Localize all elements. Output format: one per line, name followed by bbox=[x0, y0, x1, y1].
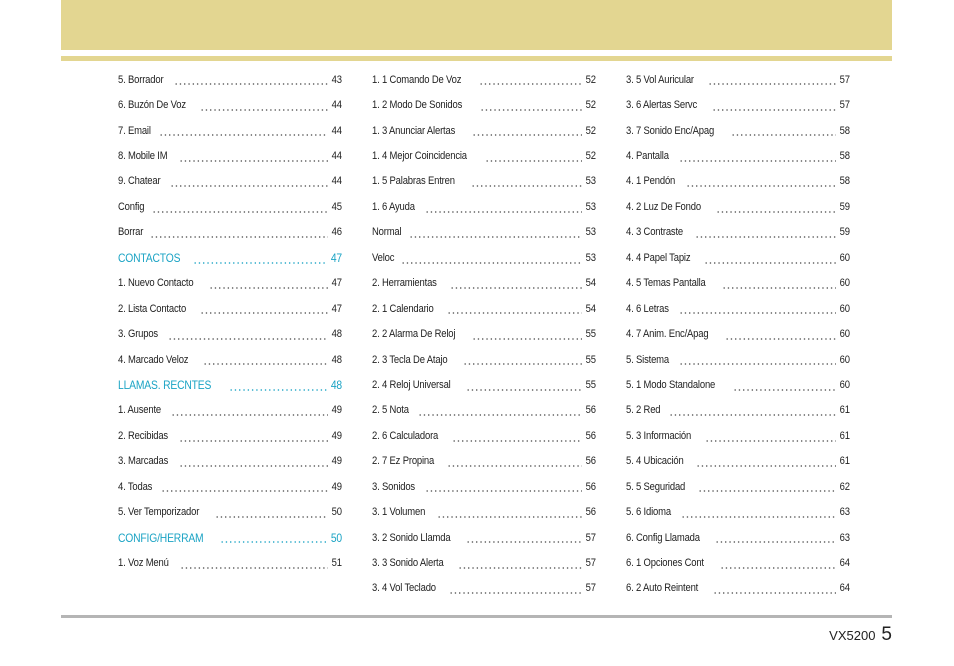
toc-entry-page: 49 bbox=[331, 455, 342, 468]
toc-entry-label: 2. 4 Reloj Universal bbox=[372, 378, 451, 391]
toc-entry-page: 55 bbox=[585, 328, 596, 341]
toc-entry bbox=[118, 271, 342, 296]
toc-entry bbox=[626, 92, 850, 117]
toc-entry bbox=[118, 347, 342, 372]
toc-entry-label: 9. Chatear bbox=[118, 175, 161, 188]
dot-leader bbox=[425, 482, 582, 493]
dot-leader bbox=[705, 432, 836, 443]
toc-entry-page: 54 bbox=[585, 302, 596, 315]
toc-entry bbox=[626, 220, 850, 245]
toc-entry bbox=[372, 296, 596, 321]
toc-entry-label: 2. Herramientas bbox=[372, 277, 437, 290]
toc-entry-page: 52 bbox=[585, 73, 596, 86]
dot-leader bbox=[669, 406, 836, 417]
dot-leader bbox=[150, 228, 328, 239]
toc-entry bbox=[118, 321, 342, 346]
toc-entry-label: 5. 2 Red bbox=[626, 404, 661, 417]
toc-entry-page: 57 bbox=[839, 99, 850, 112]
toc-entry bbox=[118, 169, 342, 194]
toc-entry-page: 46 bbox=[331, 226, 342, 239]
toc-entry bbox=[118, 92, 342, 117]
toc-entry bbox=[118, 449, 342, 474]
toc-entry-label: 2. 5 Nota bbox=[372, 404, 409, 417]
dot-leader bbox=[437, 508, 582, 519]
toc-entry-page: 44 bbox=[331, 150, 342, 163]
toc-entry bbox=[372, 118, 596, 143]
toc-entry-label: CONTACTOS bbox=[118, 250, 181, 265]
toc-entry-page: 48 bbox=[331, 353, 342, 366]
toc-entry bbox=[626, 143, 850, 168]
toc-entry-page: 51 bbox=[331, 557, 342, 570]
dot-leader bbox=[681, 508, 836, 519]
dot-leader bbox=[215, 508, 328, 519]
dot-leader bbox=[449, 584, 582, 595]
toc-entry bbox=[372, 398, 596, 423]
toc-entry-page: 53 bbox=[585, 251, 596, 264]
toc-entry bbox=[118, 67, 342, 92]
toc-entry-page: 54 bbox=[585, 277, 596, 290]
toc-entry bbox=[372, 271, 596, 296]
dot-leader bbox=[713, 584, 836, 595]
toc-entry bbox=[626, 321, 850, 346]
toc-entry bbox=[626, 474, 850, 499]
toc-entry-page: 59 bbox=[839, 226, 850, 239]
toc-entry-label: 1. Voz Menú bbox=[118, 557, 169, 570]
toc-entry-page: 52 bbox=[585, 124, 596, 137]
toc-entry-label: 2. 1 Calendario bbox=[372, 302, 434, 315]
toc-entry-page: 58 bbox=[839, 150, 850, 163]
toc-entry bbox=[626, 423, 850, 448]
toc-entry-page: 49 bbox=[331, 480, 342, 493]
toc-entry-page: 61 bbox=[839, 429, 850, 442]
toc-entry-label: Config bbox=[118, 200, 145, 213]
dot-leader bbox=[679, 152, 836, 163]
toc-entry bbox=[626, 449, 850, 474]
dot-leader bbox=[720, 559, 837, 570]
dot-leader bbox=[466, 381, 582, 392]
toc-entry bbox=[118, 423, 342, 448]
dot-leader bbox=[168, 330, 329, 341]
toc-entry bbox=[626, 194, 850, 219]
page-footer bbox=[829, 624, 892, 646]
dot-leader bbox=[704, 254, 836, 265]
toc-entry-label: 3. Marcadas bbox=[118, 455, 169, 468]
toc-entry bbox=[372, 576, 596, 601]
toc-entry bbox=[626, 347, 850, 372]
toc-entry-page: 56 bbox=[585, 455, 596, 468]
toc-entry bbox=[118, 296, 342, 321]
dot-leader bbox=[715, 533, 836, 544]
dot-leader bbox=[731, 126, 836, 137]
toc-entry-label: 5. Sistema bbox=[626, 353, 669, 366]
toc-entry-label: 3. 1 Volumen bbox=[372, 506, 426, 519]
toc-entry-page: 48 bbox=[330, 377, 342, 392]
dot-leader bbox=[472, 330, 582, 341]
toc-entry-label: 4. 7 Anim. Enc/Apag bbox=[626, 328, 709, 341]
dot-leader bbox=[447, 457, 582, 468]
dot-leader bbox=[171, 406, 328, 417]
toc-entry bbox=[118, 550, 342, 575]
toc-entry bbox=[118, 194, 342, 219]
dot-leader bbox=[480, 101, 582, 112]
toc-entry-page: 56 bbox=[585, 506, 596, 519]
toc-entry-page: 50 bbox=[330, 530, 342, 545]
toc-entry-label: 5. Ver Temporizador bbox=[118, 506, 200, 519]
dot-leader bbox=[170, 177, 328, 188]
dot-leader bbox=[485, 152, 582, 163]
dot-leader bbox=[401, 254, 582, 265]
toc-entry bbox=[372, 423, 596, 448]
toc-entry-page: 49 bbox=[331, 429, 342, 442]
toc-entry-page: 53 bbox=[585, 200, 596, 213]
toc-entry bbox=[626, 372, 850, 397]
toc-entry-label: 2. 3 Tecla De Atajo bbox=[372, 353, 448, 366]
toc-entry-page: 55 bbox=[585, 353, 596, 366]
toc-entry-label: LLAMAS. RECNTES bbox=[118, 377, 212, 392]
toc-entry-label: 1. Nuevo Contacto bbox=[118, 277, 194, 290]
toc-entry-label: 7. Email bbox=[118, 124, 151, 137]
toc-entry-label: 4. Marcado Veloz bbox=[118, 353, 189, 366]
dot-leader bbox=[472, 126, 582, 137]
dot-leader bbox=[209, 279, 328, 290]
dot-leader bbox=[695, 228, 836, 239]
dot-leader bbox=[179, 457, 328, 468]
toc-entry-page: 50 bbox=[331, 506, 342, 519]
toc-entry-page: 52 bbox=[585, 99, 596, 112]
toc-entry-label: 4. 4 Papel Tapiz bbox=[626, 251, 691, 264]
toc-entry-page: 60 bbox=[839, 378, 850, 391]
toc-entry-page: 61 bbox=[839, 455, 850, 468]
toc-entry-page: 53 bbox=[585, 175, 596, 188]
dot-leader bbox=[425, 203, 582, 214]
toc-entry-page: 57 bbox=[585, 582, 596, 595]
dot-leader bbox=[696, 457, 836, 468]
toc-entry-label: 2. Lista Contacto bbox=[118, 302, 187, 315]
dot-leader bbox=[679, 355, 836, 366]
toc-section-heading bbox=[118, 245, 342, 270]
toc-entry-page: 45 bbox=[331, 200, 342, 213]
toc-entry-page: 53 bbox=[585, 226, 596, 239]
toc-entry-page: 56 bbox=[585, 480, 596, 493]
dot-leader bbox=[200, 304, 328, 315]
toc-entry bbox=[372, 372, 596, 397]
toc-entry bbox=[372, 449, 596, 474]
toc-entry-label: 3. Sonidos bbox=[372, 480, 415, 493]
toc-entry-label: 6. Buzón De Voz bbox=[118, 99, 186, 112]
toc-entry bbox=[626, 271, 850, 296]
toc-entry bbox=[626, 67, 850, 92]
toc-entry-label: 2. Recibidas bbox=[118, 429, 169, 442]
toc-entry-label: Borrar bbox=[118, 226, 144, 239]
toc-entry-label: 1. 6 Ayuda bbox=[372, 200, 415, 213]
toc-entry bbox=[626, 525, 850, 550]
toc-entry-page: 43 bbox=[331, 73, 342, 86]
toc-entry bbox=[372, 474, 596, 499]
toc-entry bbox=[626, 296, 850, 321]
toc-entry-label: CONFIG/HERRAM bbox=[118, 530, 204, 545]
toc-entry-page: 63 bbox=[839, 531, 850, 544]
toc-entry-label: 5. 3 Información bbox=[626, 429, 692, 442]
toc-entry-page: 60 bbox=[839, 277, 850, 290]
toc-entry-label: 4. 2 Luz De Fondo bbox=[626, 200, 701, 213]
toc-entry bbox=[118, 143, 342, 168]
dot-leader bbox=[174, 75, 328, 86]
toc-entry-page: 64 bbox=[839, 557, 850, 570]
toc-entry-label: 6. 1 Opciones Cont bbox=[626, 557, 704, 570]
toc-entry-page: 55 bbox=[585, 378, 596, 391]
toc-entry-label: 6. Config Llamada bbox=[626, 531, 700, 544]
toc-entry-page: 58 bbox=[839, 124, 850, 137]
toc-entry-label: 4. 3 Contraste bbox=[626, 226, 684, 239]
dot-leader bbox=[479, 75, 582, 86]
toc-entry-page: 64 bbox=[839, 582, 850, 595]
toc-entry-label: 1. 4 Mejor Coincidencia bbox=[372, 150, 467, 163]
toc-entry bbox=[372, 550, 596, 575]
footer-rule bbox=[61, 615, 892, 618]
toc-entry-label: 3. 4 Vol Teclado bbox=[372, 582, 436, 595]
dot-leader bbox=[179, 432, 328, 443]
toc-entry-page: 44 bbox=[331, 99, 342, 112]
toc-entry-page: 59 bbox=[839, 200, 850, 213]
dot-leader bbox=[447, 304, 583, 315]
toc-entry bbox=[118, 474, 342, 499]
dot-leader bbox=[152, 203, 329, 214]
toc-entry-label: 4. 5 Temas Pantalla bbox=[626, 277, 706, 290]
toc-entry bbox=[372, 499, 596, 524]
toc-entry-page: 58 bbox=[839, 175, 850, 188]
toc-section-heading bbox=[118, 525, 342, 550]
toc-entry-label: 4. Todas bbox=[118, 480, 153, 493]
toc-entry-page: 47 bbox=[330, 250, 342, 265]
toc-entry-label: 3. 5 Vol Auricular bbox=[626, 73, 694, 86]
toc-entry bbox=[372, 67, 596, 92]
toc-entry bbox=[626, 576, 850, 601]
toc-entry-label: 5. Borrador bbox=[118, 73, 164, 86]
toc-column-2 bbox=[372, 67, 596, 601]
toc-entry bbox=[372, 194, 596, 219]
dot-leader bbox=[180, 559, 328, 570]
header-rule bbox=[61, 56, 892, 61]
dot-leader bbox=[159, 126, 328, 137]
toc-entry-label: 8. Mobile IM bbox=[118, 150, 168, 163]
dot-leader bbox=[733, 381, 837, 392]
toc-column-3 bbox=[626, 67, 850, 601]
toc-entry-label: 1. 1 Comando De Voz bbox=[372, 73, 462, 86]
toc-entry bbox=[372, 169, 596, 194]
toc-entry bbox=[626, 245, 850, 270]
toc-entry bbox=[372, 245, 596, 270]
toc-entry bbox=[118, 398, 342, 423]
toc-entry-label: 1. 5 Palabras Entren bbox=[372, 175, 455, 188]
toc-entry-page: 44 bbox=[331, 124, 342, 137]
toc-entry-page: 60 bbox=[839, 251, 850, 264]
dot-leader bbox=[193, 254, 327, 265]
toc-entry-page: 56 bbox=[585, 429, 596, 442]
toc-entry-page: 60 bbox=[839, 328, 850, 341]
toc-entry-label: 2. 6 Calculadora bbox=[372, 429, 439, 442]
dot-leader bbox=[203, 355, 328, 366]
toc-entry-page: 57 bbox=[585, 557, 596, 570]
dot-leader bbox=[458, 559, 582, 570]
dot-leader bbox=[698, 482, 836, 493]
dot-leader bbox=[161, 482, 328, 493]
dot-leader bbox=[712, 101, 837, 112]
toc-entry-page: 48 bbox=[331, 328, 342, 341]
toc-entry-page: 60 bbox=[839, 353, 850, 366]
toc-entry bbox=[626, 169, 850, 194]
dot-leader bbox=[220, 533, 327, 544]
toc-entry bbox=[372, 321, 596, 346]
toc-entry-label: 5. 1 Modo Standalone bbox=[626, 378, 716, 391]
toc-entry-page: 47 bbox=[331, 277, 342, 290]
toc-entry-label: 4. Pantalla bbox=[626, 150, 669, 163]
toc-entry-page: 57 bbox=[585, 531, 596, 544]
toc-entry-page: 49 bbox=[331, 404, 342, 417]
toc-entry-label: 3. 7 Sonido Enc/Apag bbox=[626, 124, 715, 137]
toc-entry-label: 1. Ausente bbox=[118, 404, 161, 417]
toc-entry-label: 4. 6 Letras bbox=[626, 302, 669, 315]
toc-entry-label: 3. Grupos bbox=[118, 328, 159, 341]
toc-column-1 bbox=[118, 67, 342, 576]
toc-entry-label: 1. 3 Anunciar Alertas bbox=[372, 124, 456, 137]
dot-leader bbox=[679, 304, 836, 315]
toc-entry-page: 63 bbox=[839, 506, 850, 519]
toc-entry-label: 2. 7 Ez Propina bbox=[372, 455, 435, 468]
toc-entry-page: 57 bbox=[839, 73, 850, 86]
toc-entry-label: 2. 2 Alarma De Reloj bbox=[372, 328, 456, 341]
toc-entry bbox=[118, 220, 342, 245]
dot-leader bbox=[179, 152, 329, 163]
toc-entry bbox=[372, 525, 596, 550]
toc-entry bbox=[372, 143, 596, 168]
toc-entry-label: 1. 2 Modo De Sonidos bbox=[372, 99, 463, 112]
dot-leader bbox=[686, 177, 836, 188]
dot-leader bbox=[229, 381, 327, 392]
page-number: 5 bbox=[881, 624, 892, 645]
toc-entry bbox=[372, 347, 596, 372]
toc-entry bbox=[626, 550, 850, 575]
toc-entry bbox=[626, 398, 850, 423]
toc-entry-label: Veloc bbox=[372, 251, 395, 264]
dot-leader bbox=[725, 330, 836, 341]
toc-entry-page: 56 bbox=[585, 404, 596, 417]
toc-entry bbox=[626, 499, 850, 524]
toc-entry-page: 44 bbox=[331, 175, 342, 188]
toc-entry-label: 3. 2 Sonido Llamda bbox=[372, 531, 451, 544]
toc-entry bbox=[626, 118, 850, 143]
toc-entry-page: 61 bbox=[839, 404, 850, 417]
model-name: VX5200 bbox=[829, 628, 876, 643]
toc-entry bbox=[372, 220, 596, 245]
dot-leader bbox=[463, 355, 582, 366]
dot-leader bbox=[471, 177, 582, 188]
toc-entry-label: 6. 2 Auto Reintent bbox=[626, 582, 699, 595]
toc-entry-page: 60 bbox=[839, 302, 850, 315]
toc-entry-label: 4. 1 Pendón bbox=[626, 175, 676, 188]
dot-leader bbox=[409, 228, 582, 239]
dot-leader bbox=[466, 533, 582, 544]
toc-entry-label: Normal bbox=[372, 226, 402, 239]
dot-leader bbox=[452, 432, 582, 443]
toc-entry-page: 47 bbox=[331, 302, 342, 315]
header-band bbox=[61, 0, 892, 50]
toc-entry-label: 5. 6 Idioma bbox=[626, 506, 671, 519]
dot-leader bbox=[418, 406, 582, 417]
dot-leader bbox=[722, 279, 837, 290]
toc-section-heading bbox=[118, 372, 342, 397]
toc-entry-page: 52 bbox=[585, 150, 596, 163]
toc-entry-label: 5. 5 Seguridad bbox=[626, 480, 686, 493]
toc-entry bbox=[372, 92, 596, 117]
dot-leader bbox=[708, 75, 836, 86]
toc-entry-page: 62 bbox=[839, 480, 850, 493]
toc-entry bbox=[118, 499, 342, 524]
toc-entry-label: 3. 3 Sonido Alerta bbox=[372, 557, 444, 570]
dot-leader bbox=[450, 279, 582, 290]
dot-leader bbox=[200, 101, 328, 112]
toc-entry-label: 3. 6 Alertas Servc bbox=[626, 99, 698, 112]
toc-entry bbox=[118, 118, 342, 143]
toc-entry-label: 5. 4 Ubicación bbox=[626, 455, 684, 468]
dot-leader bbox=[716, 203, 836, 214]
